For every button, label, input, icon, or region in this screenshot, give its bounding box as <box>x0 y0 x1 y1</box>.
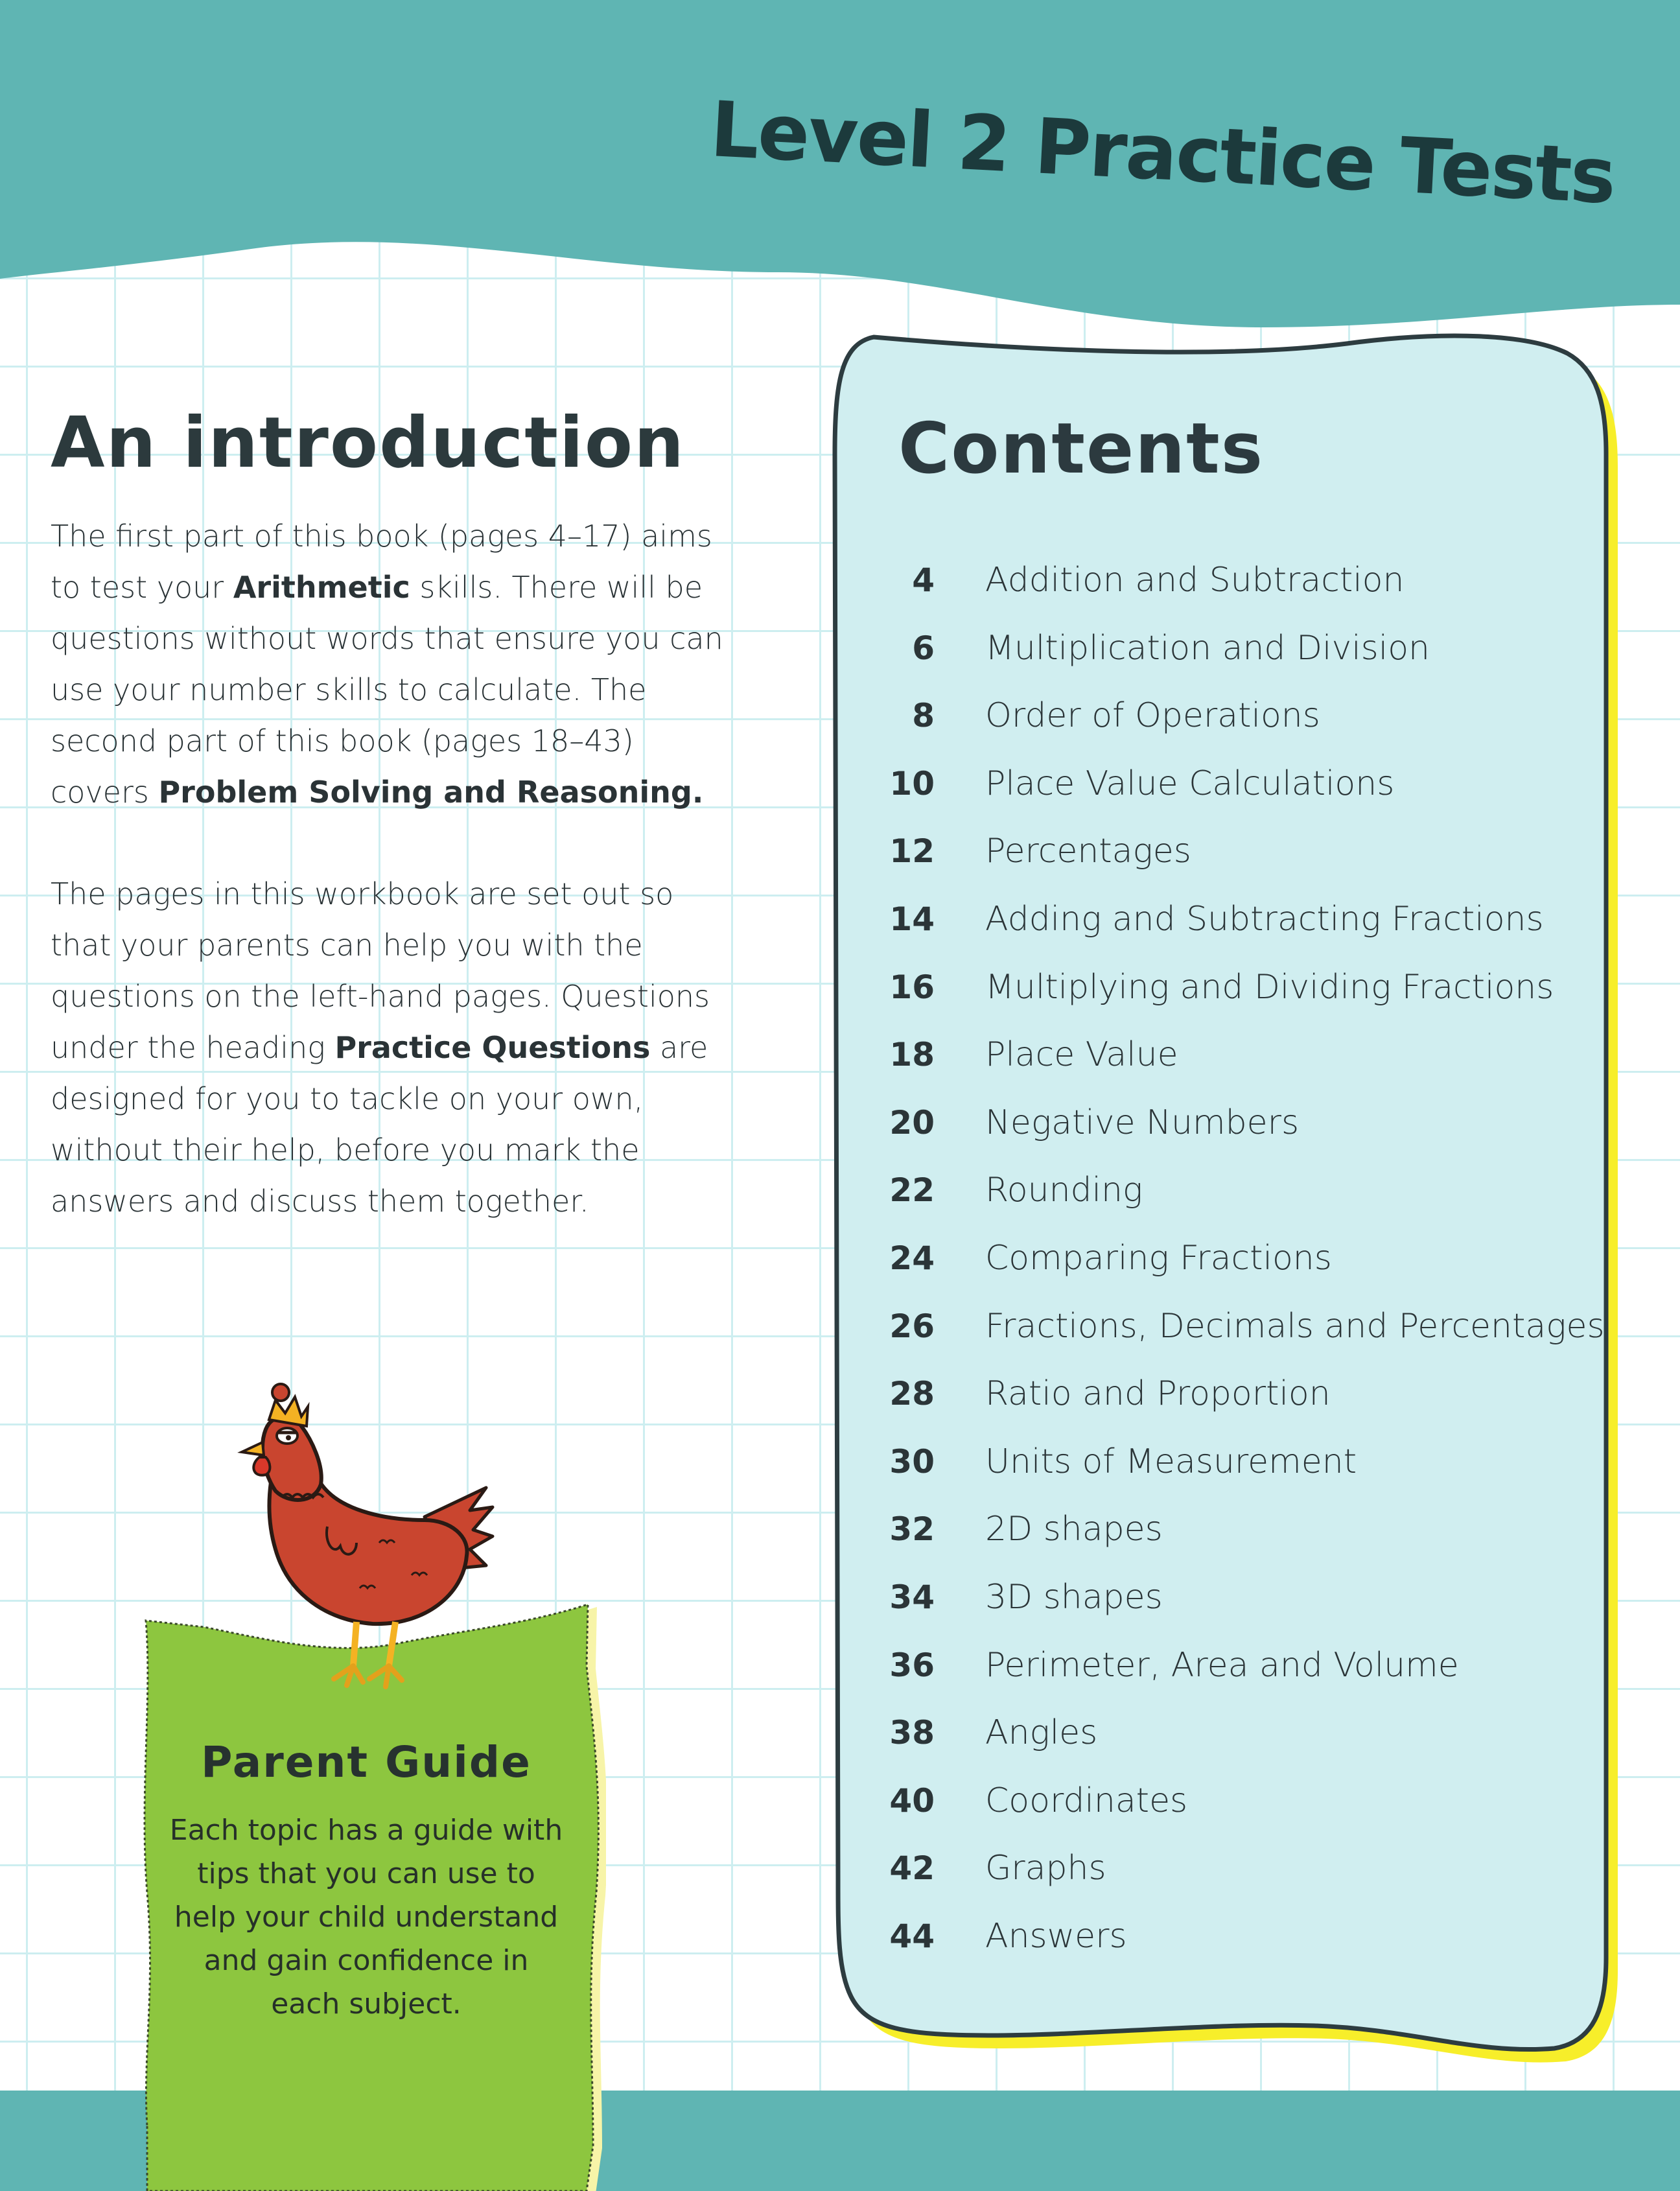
contents-item[interactable] <box>828 900 1606 968</box>
contents-page-number: 4 <box>912 561 935 599</box>
contents-item[interactable] <box>828 1103 1606 1171</box>
contents-item[interactable] <box>828 1307 1606 1375</box>
contents-page-number: 26 <box>889 1307 935 1345</box>
contents-item[interactable] <box>828 832 1606 900</box>
introduction-paragraph-1 <box>51 511 738 818</box>
contents-topic: Place Value <box>985 1035 1178 1075</box>
contents-page-number: 30 <box>889 1442 935 1481</box>
contents-page-number: 34 <box>889 1578 935 1616</box>
contents-item[interactable] <box>828 1239 1606 1307</box>
contents-page-number: 32 <box>889 1510 935 1549</box>
introduction-paragraph-2 <box>51 869 738 1227</box>
contents-page-number: 44 <box>889 1917 935 1955</box>
contents-topic: Rounding <box>985 1171 1143 1210</box>
contents-page-number: 10 <box>889 764 935 803</box>
contents-item[interactable] <box>828 1171 1606 1239</box>
contents-item[interactable] <box>828 1917 1606 1985</box>
contents-item[interactable] <box>828 1442 1606 1510</box>
contents-item[interactable] <box>828 1578 1606 1646</box>
contents-topic: Percentages <box>985 832 1191 871</box>
contents-topic: Place Value Calculations <box>985 764 1395 803</box>
contents-topic: Multiplying and Dividing Fractions <box>985 967 1554 1007</box>
contents-topic: 3D shapes <box>985 1577 1163 1617</box>
contents-item[interactable] <box>828 1713 1606 1781</box>
contents-page-number: 42 <box>889 1849 935 1888</box>
contents-page-number: 8 <box>912 697 935 735</box>
contents-topic: Order of Operations <box>985 696 1320 736</box>
introduction-heading: An introduction <box>51 403 686 484</box>
contents-item[interactable] <box>828 1374 1606 1442</box>
contents-page-number: 28 <box>889 1375 935 1413</box>
contents-topic: Comparing Fractions <box>985 1238 1332 1278</box>
contents-topic: Graphs <box>985 1849 1106 1888</box>
contents-card <box>828 324 1622 2074</box>
contents-heading: Contents <box>898 408 1265 489</box>
contents-page-number: 16 <box>889 968 935 1006</box>
contents-topic: Answers <box>985 1916 1127 1956</box>
contents-topic: Addition and Subtraction <box>985 561 1405 600</box>
parent-guide-title: Parent Guide <box>201 1737 531 1787</box>
contents-item[interactable] <box>828 764 1606 832</box>
contents-topic: Adding and Subtracting Fractions <box>985 899 1544 939</box>
contents-item[interactable] <box>828 1510 1606 1578</box>
contents-topic: Units of Measurement <box>985 1442 1357 1481</box>
hen-illustration <box>230 1381 502 1692</box>
contents-page-number: 14 <box>889 900 935 938</box>
contents-page-number: 20 <box>889 1103 935 1142</box>
contents-item[interactable] <box>828 968 1606 1036</box>
contents-page-number: 40 <box>889 1781 935 1820</box>
contents-page-number: 24 <box>889 1239 935 1277</box>
contents-page-number: 12 <box>889 832 935 871</box>
intro-text: The first part of this book (pages 4–17) aims to test your <box>51 519 712 605</box>
contents-topic: Fractions, Decimals and Percentages <box>985 1306 1605 1346</box>
contents-item[interactable] <box>828 561 1606 629</box>
parent-guide-text: Each topic has a guide with tips that you can use to help your child understand and gain confidence in each subject. <box>169 1814 563 2021</box>
contents-item[interactable] <box>828 1646 1606 1714</box>
contents-topic: Perimeter, Area and Volume <box>985 1645 1459 1685</box>
contents-item[interactable] <box>828 629 1606 697</box>
contents-topic: Angles <box>985 1713 1098 1753</box>
page-title: Level 2 Practice Tests <box>708 84 1617 221</box>
contents-page-number: 18 <box>889 1036 935 1074</box>
contents-page-number: 38 <box>889 1714 935 1752</box>
contents-item[interactable] <box>828 1035 1606 1103</box>
contents-item[interactable] <box>828 696 1606 764</box>
contents-topic: Ratio and Proportion <box>985 1374 1331 1414</box>
intro-text: The pages in this workbook are set out so that your parents can help you with the questions on the left-hand pages. Questions under the heading <box>51 876 710 1065</box>
introduction-section <box>51 403 738 1227</box>
intro-bold-practice-questions: Practice Questions <box>334 1030 651 1065</box>
contents-topic: Coordinates <box>985 1781 1188 1820</box>
contents-list <box>828 561 1606 1984</box>
contents-item[interactable] <box>828 1849 1606 1917</box>
hen-icon <box>230 1381 502 1692</box>
contents-item[interactable] <box>828 1781 1606 1849</box>
intro-bold-arithmetic: Arithmetic <box>233 570 410 605</box>
contents-topic: Negative Numbers <box>985 1103 1300 1142</box>
contents-topic: Multiplication and Division <box>985 628 1430 668</box>
intro-text: skills. There will be questions without words that ensure you can use your number skills to calculate. The second part of this book (pages 18–43) covers <box>51 570 723 810</box>
contents-page-number: 6 <box>912 629 935 667</box>
intro-text: are designed for you to tackle on your own, without their help, before you mark the answers and discuss them together. <box>51 1030 708 1219</box>
intro-bold-problem-solving: Problem Solving and Reasoning. <box>158 775 704 810</box>
contents-topic: 2D shapes <box>985 1510 1163 1549</box>
contents-page-number: 36 <box>889 1646 935 1684</box>
contents-page-number: 22 <box>889 1171 935 1210</box>
